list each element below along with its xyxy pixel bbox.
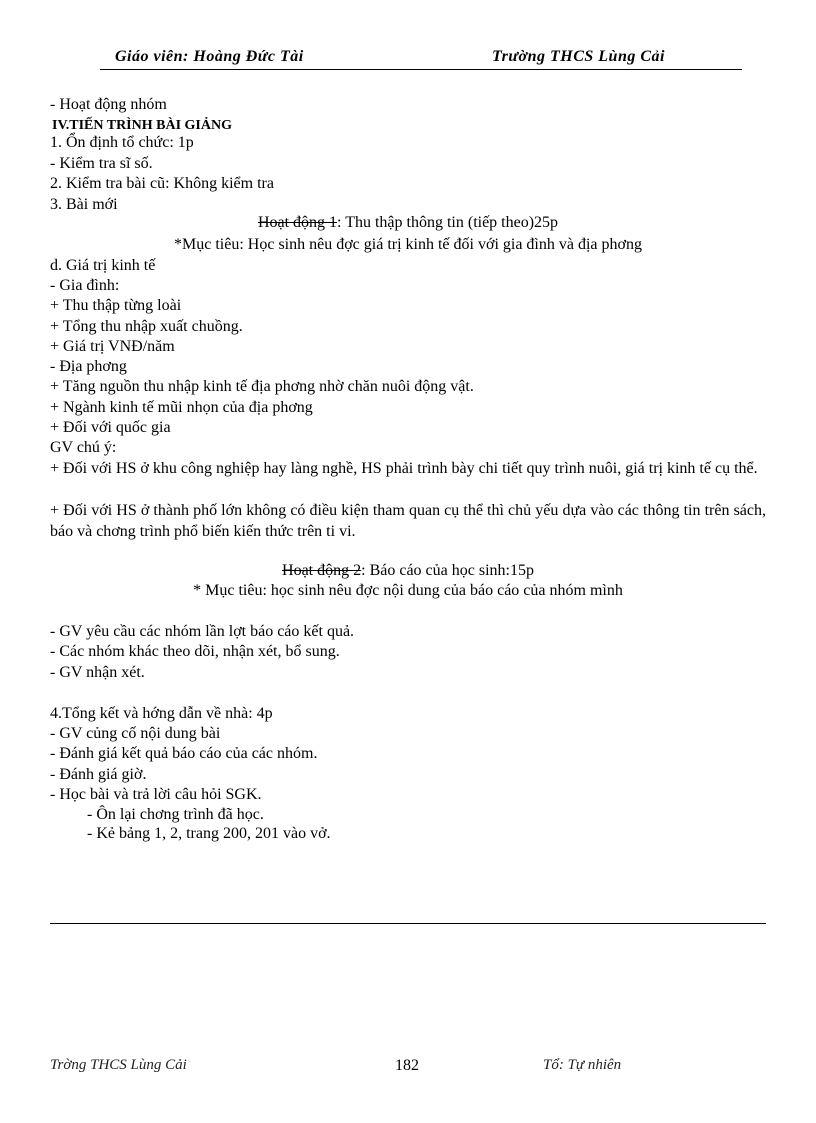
text-line: - Kiểm tra sĩ số. <box>50 155 153 172</box>
page-number: 182 <box>395 1057 419 1074</box>
text-line: - GV yêu cầu các nhóm lần lợt báo cáo kết quả. <box>50 623 355 640</box>
footer-group: Tổ: Tự nhiên <box>543 1057 622 1073</box>
activity-1-objective: *Mục tiêu: Học sinh nêu đợc giá trị kinh tế đối với gia đình và địa phơng <box>174 236 642 253</box>
paragraph: + Đối với HS ở thành phố lớn không có điều kiện tham quan cụ thể thì chủ yếu dựa vào các thông tin trên sách, báo và chơng trình phổ biến kiến thức trên ti vi. <box>50 502 766 540</box>
text-line: - Kẻ bảng 1, 2, trang 200, 201 vào vở. <box>87 825 331 842</box>
text-line: 2. Kiểm tra bài cũ: Không kiểm tra <box>50 175 274 192</box>
text-line: - GV nhận xét. <box>50 664 145 681</box>
section-heading: IV.TIẾN TRÌNH BÀI GIẢNG <box>52 118 232 133</box>
activity-1-title <box>50 214 766 232</box>
activity-2-objective: * Mục tiêu: học sinh nêu đợc nội dung của báo cáo của nhóm mình <box>193 582 623 599</box>
text-line: 4.Tổng kết và hớng dẫn về nhà: 4p <box>50 705 273 722</box>
text-line: - Gia đình: <box>50 277 120 294</box>
header-school: Trường THCS Lùng Cải <box>492 48 665 65</box>
header-teacher: Giáo viên: Hoàng Đức Tài <box>115 48 304 65</box>
activity-1-text: : Thu thập thông tin (tiếp theo)25p <box>337 214 559 231</box>
text-line: - Các nhóm khác theo dõi, nhận xét, bổ sung. <box>50 643 340 660</box>
text-line: 3. Bài mới <box>50 196 118 213</box>
activity-2-text: : Báo cáo của học sinh:15p <box>361 562 534 579</box>
text-line: GV chú ý: <box>50 439 117 456</box>
footer-school: Trờng THCS Lùng Cải <box>50 1057 187 1073</box>
paragraph: + Đối với HS ở khu công nghiệp hay làng nghề, HS phải trình bày chi tiết quy trình nuôi, giá trị kinh tế cụ thể. <box>50 460 758 477</box>
text-line: + Thu thập từng loài <box>50 297 182 314</box>
text-line: - Đánh giá kết quả báo cáo của các nhóm. <box>50 745 318 762</box>
text-line: 1. Ổn định tổ chức: 1p <box>50 134 194 151</box>
footer-divider <box>50 923 766 924</box>
text-line: d. Giá trị kinh tế <box>50 257 156 274</box>
header-divider <box>100 69 742 70</box>
text-line: + Tăng nguồn thu nhập kinh tế địa phơng nhờ chăn nuôi động vật. <box>50 378 474 395</box>
text-line: - Học bài và trả lời câu hỏi SGK. <box>50 786 262 803</box>
activity-1-label: Hoạt động 1 <box>257 214 338 231</box>
text-line: + Giá trị VNĐ/năm <box>50 338 175 355</box>
text-line: + Tổng thu nhập xuất chuồng. <box>50 318 243 335</box>
activity-2-title <box>50 562 766 580</box>
text-line: - Đánh giá giờ. <box>50 766 147 783</box>
text-line: + Ngành kinh tế mũi nhọn của địa phơng <box>50 399 313 416</box>
text-line: - Địa phơng <box>50 358 127 375</box>
text-line: - GV củng cố nội dung bài <box>50 725 221 742</box>
text-line: + Đối với quốc gia <box>50 419 171 436</box>
activity-2-label: Hoạt động 2 <box>282 562 362 579</box>
text-line: - Ôn lại chơng trình đã học. <box>87 806 264 823</box>
text-line: - Hoạt động nhóm <box>50 96 167 113</box>
